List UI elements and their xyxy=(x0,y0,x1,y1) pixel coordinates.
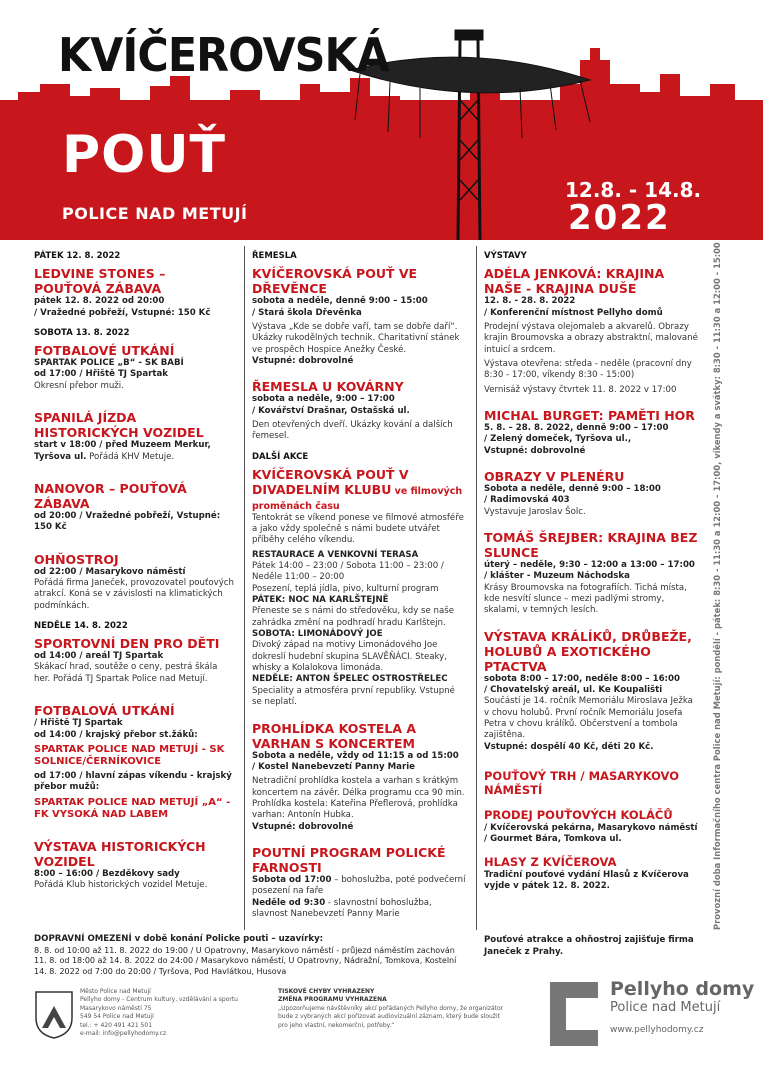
address-line: Město Police nad Metují xyxy=(80,988,151,995)
event-desc: Skákací hrad, soutěže o ceny, pestrá škála her. Pořádá TJ Spartak Police nad Metují. xyxy=(34,662,218,684)
event-title: TOMÁŠ ŠREJBER: KRAJINA BEZ SLUNCE xyxy=(484,530,698,561)
event-desc: Výstava „Kde se dobře vaří, tam se dobře daří“. Ukázky rukodělných technik. Charitativní stánek ve prospěch Hospice Anežky České. xyxy=(252,321,460,355)
event-subtitle: ve filmových proměnách času xyxy=(252,485,463,513)
event-desc: Tradiční pouťové vydání Hlasů z Kvíčerova vyjde v pátek 12. 8. 2022. xyxy=(484,870,689,892)
event-desc: Vystavuje Jaroslav Šolc. xyxy=(484,506,586,517)
event-place: / Vražedné pobřeží, Vstupné: 150 Kč xyxy=(34,307,211,318)
event-time: start v 18:00 / před Muzeem Merkur, Tyršova ul. xyxy=(34,440,211,462)
event-desc: Prodejní výstava olejomaleb a akvarelů. Obrazy krajin Broumovska a obrazy abstraktní, malované intuicí a srdcem. xyxy=(484,321,698,355)
address-line: Masarykovo náměstí 75 xyxy=(80,1004,152,1012)
brand-place: Police nad Metují xyxy=(610,1000,721,1015)
event-desc: Přeneste se s námi do středověku, kdy se naše zahrádka změní na podhradí hradu Karlštejn. xyxy=(252,606,455,628)
event-desc: Krásy Broumovska na fotografiích. Tichá místa, kde nesvítí slunce – mezi padlými stromy, skalami, v temných lesích. xyxy=(484,582,687,616)
event-title: PRODEJ POUŤOVÝCH KOLÁČŮ xyxy=(484,807,673,822)
event-subheading: SOBOTA: LIMONÁDOVÝ JOE xyxy=(252,629,383,640)
event-place: / Chovatelský areál, ul. Ke Koupališti xyxy=(484,685,663,696)
poster-subtitle: POUŤ xyxy=(62,125,227,185)
event-place: / Kovářství Drašnar, Ostašská ul. xyxy=(252,405,410,416)
event-desc: – bohoslužba, poté podvečerní posezení na faře xyxy=(252,874,466,897)
address-line: 549 54 Police nad Metují xyxy=(80,1013,154,1021)
event-place: / Kvíčerovská pekárna, Masarykovo náměstí xyxy=(484,822,698,833)
event-price: Vstupné: dobrovolné xyxy=(484,445,586,456)
event-place: / Hřiště TJ Spartak xyxy=(34,718,123,729)
section-heading: DALŠÍ AKCE xyxy=(252,451,309,462)
traffic-line: 8. 8. od 10:00 až 11. 8. 2022 do 19:00 / U Opatrovny, Masarykovo náměstí - průjezd náměstím zachován xyxy=(34,945,455,955)
event-title: FOTBALOVÁ UTKÁNÍ xyxy=(34,703,175,719)
event-subheading: RESTAURACE A VENKOVNÍ TERASA xyxy=(252,549,419,560)
address-line: tel.: + 420 491 421 501 xyxy=(80,1021,153,1029)
section-heading: ŘEMESLA xyxy=(252,251,297,261)
event-desc: Speciality a atmosféra první republiky. Vstupné se neplatí. xyxy=(252,685,455,708)
event-subheading: NEDĚLE: ANTON ŠPELEC OSTROSTŘELEC xyxy=(252,674,448,685)
event-title: POUTNÍ PROGRAM POLICKÉ FARNOSTI xyxy=(252,844,446,875)
traffic-title: DOPRAVNÍ OMEZENÍ v době konání Policke pouti – uzavírky: xyxy=(34,934,324,944)
event-title: NANOVOR – POUŤOVÁ ZÁBAVA xyxy=(34,480,187,511)
event-time: sobota a neděle, denně 9:00 – 15:00 xyxy=(252,296,428,307)
event-title: VÝSTAVA KRÁLÍKŮ, DRŮBEŽE, HOLUBŮ A EXOTICKÉHO PTACTVA xyxy=(484,628,692,674)
traffic-restrictions xyxy=(34,934,474,978)
event-desc: Součástí je 14. ročník Memoriálu Miroslava Ježka v chovu holubů. První ročník Memoriálu Josefa Petra v chovu králíků. Občerstvení a tombola zajištěna. xyxy=(484,696,693,741)
event-time: sobota 8:00 – 17:00, neděle 8:00 – 16:00 xyxy=(484,673,680,684)
info-centre-hours: Provozní doba Informačního centra Police nad Metují: pondělí - pátek: 8:30 - 11:30 a 12:00 - 17:00, víkendy a svátky: 8:30 - 11:30 a 12:00 - 15:00 xyxy=(712,242,722,930)
event-desc: Netradiční prohlídka kostela a varhan s krátkým koncertem na závěr. Délka programu cca 90 min. Prohlídka kostela: Kateřina Přeflerová, prohlídka varhan: Antonín Hubka. xyxy=(252,776,465,821)
event-desc: Pátek 14:00 – 23:00 / Sobota 11:00 – 23:00 / Neděle 11:00 – 20:00 xyxy=(252,561,444,583)
event-desc: Okresní přebor muži. xyxy=(34,380,124,391)
disclaimer xyxy=(278,988,508,1030)
event-title: SPORTOVNÍ DEN PRO DĚTI xyxy=(34,636,220,652)
event-place: / Zelený domeček, Tyršova ul., xyxy=(484,434,632,445)
traffic-line: 11. 8. od 18:00 až 14. 8. 2022 do 24:00 / Masarykovo náměstí, U Opatrovny, Nádražní, Tomkova, Kostelní xyxy=(34,956,457,966)
event-title: PROHLÍDKA KOSTELA A VARHAN S KONCERTEM xyxy=(252,720,417,751)
event-match: SPARTAK POLICE NAD METUJÍ - SK SOLNICE/ČERNÍKOVICE xyxy=(34,743,225,767)
event-title: ŘEMESLA U KOVÁRNY xyxy=(252,379,404,395)
event-desc: Výstava otevřena: středa - neděle (pracovní dny 8:30 - 17:00, víkendy 8:30 - 15:00) xyxy=(484,358,692,381)
event-time: od 17:00 / Hřiště TJ Spartak xyxy=(34,369,168,380)
poster-year: 2022 xyxy=(568,198,671,238)
section-heading: VÝSTAVY xyxy=(484,251,527,261)
disclaimer-title: TISKOVÉ CHYBY VYHRAZENY xyxy=(278,988,375,995)
address-line: e-mail: info@pellyhodomy.cz xyxy=(80,1029,167,1037)
brand-block xyxy=(610,978,754,1035)
event-price: Vstupné: dospělí 40 Kč, děti 20 Kč. xyxy=(484,741,654,752)
day-heading: PÁTEK 12. 8. 2022 xyxy=(34,251,121,261)
event-place: / Radimovská 403 xyxy=(484,495,570,506)
town-crest-icon xyxy=(34,990,74,1040)
event-title: HLASY Z KVÍČEROVA xyxy=(484,855,617,870)
event-price: Vstupné: dobrovolné xyxy=(252,355,354,366)
event-time: úterý – neděle, 9:30 – 12:00 a 13:00 – 17:00 xyxy=(484,560,695,571)
event-time: Sobota a neděle, denně 9:00 – 18:00 xyxy=(484,484,661,494)
event-price: Vstupné: dobrovolné xyxy=(252,821,354,832)
event-time: sobota a neděle, 9:00 – 17:00 xyxy=(252,394,395,405)
event-title: KVÍČEROVSKÁ POUŤ V DIVADELNÍM KLUBU xyxy=(252,466,409,497)
event-title: KVÍČEROVSKÁ POUŤ VE DŘEVĚNCE xyxy=(252,266,418,297)
event-time: 5. 8. – 28. 8. 2022, denně 9:00 – 17:00 xyxy=(484,422,669,433)
event-title: FOTBALOVÉ UTKÁNÍ xyxy=(34,343,175,359)
event-time: 12. 8. - 28. 8. 2022 xyxy=(484,296,576,307)
event-match: SPARTAK POLICE NAD METUJÍ „A“ - FK VYSOKÁ NAD LABEM xyxy=(34,796,231,820)
organizer-address xyxy=(80,988,270,1038)
column-exhibitions xyxy=(484,250,699,893)
event-title: POUŤOVÝ TRH / MASARYKOVO NÁMĚSTÍ xyxy=(484,769,680,797)
column-friday-sunday xyxy=(34,250,234,891)
event-title: OHŇOSTROJ xyxy=(34,551,119,567)
brand-name: Pellyho domy xyxy=(610,978,755,1000)
event-title: LEDVINE STONES – POUŤOVÁ ZÁBAVA xyxy=(34,266,166,297)
event-desc: Pořádá firma Janeček, provozovatel pouťových atrakcí. Koná se v závislosti na klimatických podmínkách. xyxy=(34,577,234,611)
event-place: / Kostel Nanebevzetí Panny Marie xyxy=(252,761,415,772)
event-title: VÝSTAVA HISTORICKÝCH VOZIDEL xyxy=(34,838,206,869)
event-place: / Konferenční místnost Pellyho domů xyxy=(484,307,663,318)
poster-title: KVÍČEROVSKÁ xyxy=(58,28,389,82)
event-time: od 20:00 / Vražedné pobřeží, Vstupné: 150 Kč xyxy=(34,510,221,533)
event-time: Neděle od 9:30 xyxy=(252,897,326,908)
event-time: 8:00 – 16:00 / Bezděkovy sady xyxy=(34,868,180,879)
event-time: od 14:00 / areál TJ Spartak xyxy=(34,651,164,662)
event-title: SPANILÁ JÍZDA HISTORICKÝCH VOZIDEL xyxy=(34,410,204,441)
event-time: od 17:00 / hlavní zápas víkendu - krajský přebor mužů: xyxy=(34,770,232,793)
event-place: / klášter - Muzeum Náchodska xyxy=(484,571,630,582)
pellyho-domy-logo-icon xyxy=(544,978,604,1050)
column-divider xyxy=(244,246,245,930)
event-desc: Pořádá Klub historických vozidel Metuje. xyxy=(34,879,208,890)
event-desc: Posezení, teplá jídla, pivo, kulturní program xyxy=(252,583,439,594)
disclaimer-title: ZMĚNA PROGRAMU VYHRAZENA xyxy=(278,996,387,1004)
event-title: ADÉLA JENKOVÁ: KRAJINA NAŠE - KRAJINA DUŠE xyxy=(484,266,665,297)
event-place: / Gourmet Bára, Tomkova ul. xyxy=(484,833,622,844)
day-heading: NEDĚLE 14. 8. 2022 xyxy=(34,620,128,631)
address-line: Pellyho domy - Centrum kultury, vzdělávání a sportu xyxy=(80,996,238,1004)
event-desc: Vernisáž výstavy čtvrtek 11. 8. 2022 v 17:00 xyxy=(484,384,677,395)
event-title: OBRAZY V PLENÉRU xyxy=(484,469,625,484)
event-desc: Pořádá KHV Metuje. xyxy=(86,451,175,462)
event-place: / Stará škola Dřevěnka xyxy=(252,307,362,318)
event-desc: - slavnostní bohoslužba, slavnost Nanebevzetí Panny Marie xyxy=(252,897,432,919)
column-divider xyxy=(476,246,477,930)
event-desc: Tentokrát se víkend ponese ve filmové atmosféře a jako vždy společně s námi budete utvářet příběhy celého víkendu. xyxy=(252,512,464,546)
disclaimer-text: „Upozorňujeme návštěvníky akcí pořádaných Pellyho domy, že organizátor bude z vybraných akcí pořizovat audiovizuální záznam, který bude sloužit pro jeho vlastní, nekomerční, potřeby.“ xyxy=(278,1004,504,1029)
brand-website: www.pellyhodomy.cz xyxy=(610,1025,704,1035)
poster-dates: 12.8. - 14.8. xyxy=(565,178,702,202)
event-time: od 14:00 / krajský přebor st.žáků: xyxy=(34,729,198,740)
poster-town: POLICE NAD METUJÍ xyxy=(62,204,248,223)
event-time: Sobota a neděle, vždy od 11:15 a od 15:00 xyxy=(252,750,459,761)
event-desc: Divoký západ na motivy Limonádového Joe dokreslí hudební skupina SLAVĚŇÁCI. Steaky, whisky a Kolalokova limonáda. xyxy=(252,640,447,674)
column-crafts-other xyxy=(252,250,467,920)
traffic-line: 14. 8. 2022 od 7:00 do 20:00 / Tyršova, Pod Havlátkou, Husova xyxy=(34,967,287,977)
event-time: pátek 12. 8. 2022 od 20:00 xyxy=(34,296,165,307)
event-title: MICHAL BURGET: PAMĚTI HOR xyxy=(484,407,695,423)
day-heading: SOBOTA 13. 8. 2022 xyxy=(34,327,130,338)
event-subheading: PÁTEK: NOC NA KARLŠTEJNĚ xyxy=(252,595,389,606)
event-time: od 22:00 / Masarykovo náměstí xyxy=(34,566,186,577)
event-match: SPARTAK POLICE „B“ - SK BABÍ xyxy=(34,358,184,369)
event-desc: Den otevřených dveří. Ukázky kování a dalších řemesel. xyxy=(252,419,453,442)
attractions-note: Pouťové atrakce a ohňostroj zajišťuje firma Janeček z Prahy. xyxy=(484,935,694,957)
event-time: Sobota od 17:00 xyxy=(252,874,332,885)
